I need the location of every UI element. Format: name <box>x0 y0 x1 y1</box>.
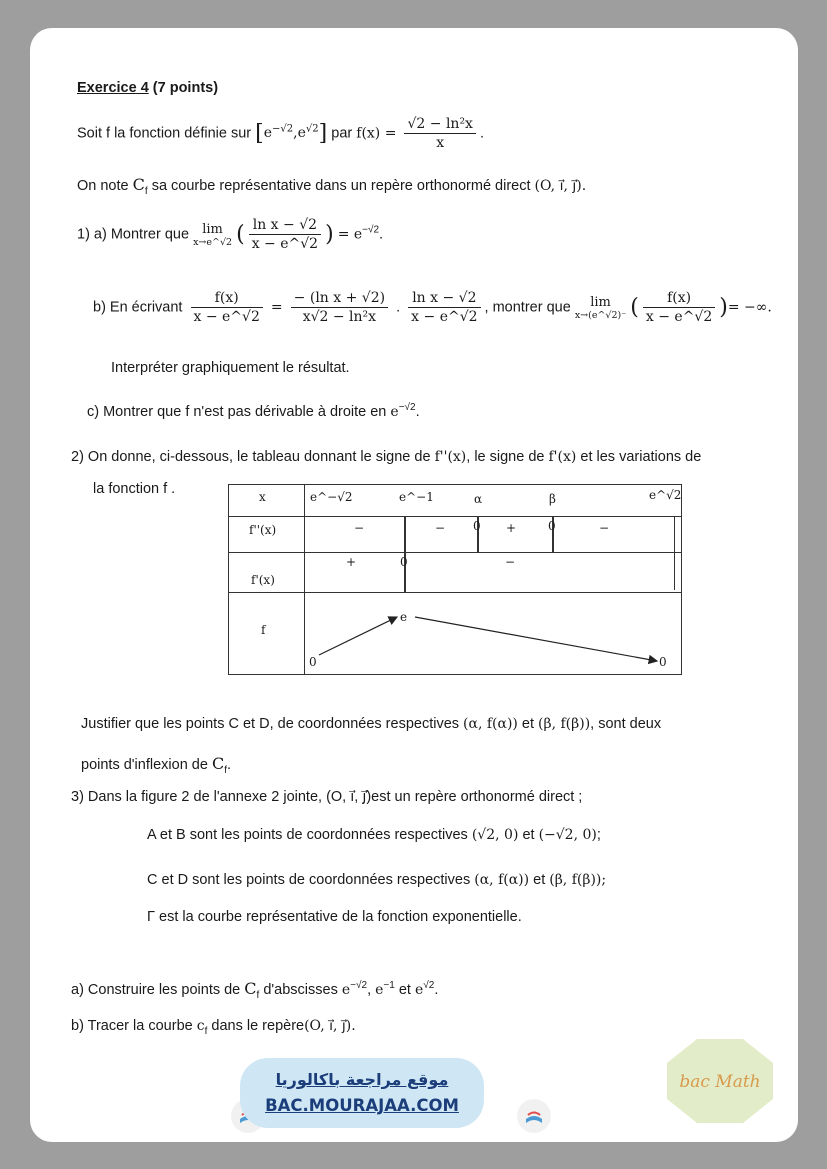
q2-text-b: , le signe de <box>466 449 545 465</box>
points-cd <box>147 872 606 888</box>
q1b-f1-num: f(x) <box>191 290 263 308</box>
q1a-label: 1) a) Montrer que <box>77 226 190 243</box>
q1c-text: c) Montrer que f n'est pas dérivable à droite en <box>87 403 387 420</box>
interval-sep: , <box>293 125 298 142</box>
ab-and: et <box>522 827 535 843</box>
sign: + <box>506 521 517 535</box>
q3a-text2: d'abscisses <box>263 982 338 998</box>
q1b-limit <box>575 295 626 321</box>
q3a-v3-exp: √2 <box>423 980 435 992</box>
x-value: e^√2 <box>649 488 682 502</box>
increasing-arrow-icon <box>319 617 397 655</box>
f-value: 0 <box>309 655 317 669</box>
q1b-f4-den: x − e^√2 <box>645 309 713 325</box>
q1a-den: x − e^√2 <box>251 236 319 252</box>
sign-zero: 0 <box>548 519 556 533</box>
q1a-fraction <box>249 217 321 252</box>
q2-text-a: 2) On donne, ci-dessous, le tableau donnant le signe de <box>71 449 431 465</box>
q1b-label: b) En écrivant <box>93 299 183 316</box>
q1b-frac3 <box>408 290 480 325</box>
paren-left-icon: ( <box>630 295 639 320</box>
sign-zero: 0 <box>400 555 408 569</box>
intro-par: par <box>331 125 353 142</box>
bracket-right-icon: ] <box>318 121 328 146</box>
q1b-frac4 <box>643 290 715 325</box>
curve-note-text1: On note <box>77 178 129 194</box>
q1b-interpretation: Interpréter graphiquement le résultat. <box>111 360 350 376</box>
x-value: α <box>474 492 483 506</box>
q1b-frac1 <box>191 290 263 325</box>
cf-sub: f <box>144 185 148 197</box>
q1b-dot: . <box>396 299 401 316</box>
q3a-text: a) Construire les points de <box>71 982 241 998</box>
coord-c: (α, f(α)) <box>463 716 518 732</box>
ab-text: A et B sont les points de coordonnées respectives <box>147 827 468 843</box>
cd-and: et <box>533 872 546 888</box>
cf-sub: f <box>224 764 227 776</box>
sign: − <box>354 521 365 535</box>
interval-left-exp: −√2 <box>272 123 294 135</box>
coord-d: (β, f(β)); <box>549 872 607 888</box>
site-url-link[interactable]: BAC.MOURAJAA.COM <box>265 1096 459 1115</box>
exercise-title <box>77 80 218 96</box>
question-1b <box>93 290 772 325</box>
cf-symbol: C <box>244 979 257 998</box>
q1b-frac2 <box>291 290 388 325</box>
logo-text: bac Math <box>679 1072 761 1092</box>
q3b-frame: (O, i⃗, j⃗). <box>304 1018 356 1034</box>
question-3: 3) Dans la figure 2 de l'annexe 2 jointe, (O, i⃗, j⃗)est un repère orthonormé direct ; <box>71 789 583 805</box>
cf-sub: f <box>204 1025 208 1037</box>
q3a-v2-exp: −1 <box>383 980 395 992</box>
q1b-f2-num: − (ln x + √2) <box>291 290 388 308</box>
fx-fraction <box>404 116 475 151</box>
q1b-f3-num: ln x − √2 <box>408 290 480 308</box>
q1a-result: = e <box>337 226 363 243</box>
question-3a <box>71 979 438 1001</box>
sign: + <box>346 555 357 569</box>
q1b-result: = −∞. <box>727 299 772 316</box>
cd-text: C et D sont les points de coordonnées respectives <box>147 872 471 888</box>
q3a-comma: , <box>367 982 372 998</box>
coord-c: (α, f(α)) <box>474 872 530 888</box>
q1a-result-exp: −√2 <box>362 224 380 236</box>
exam-page <box>30 28 798 1142</box>
q3a-v1: e <box>341 982 351 998</box>
q1c-end: . <box>415 403 420 420</box>
sign: − <box>505 555 516 569</box>
cf-symbol: c <box>196 1018 205 1034</box>
x-value: e^−√2 <box>310 490 353 504</box>
frame-notation: (O, i⃗, j⃗). <box>534 178 587 194</box>
q1b-text: , montrer que <box>484 299 571 316</box>
justify-end: . <box>226 757 232 773</box>
fx-numerator: √2 − ln²x <box>404 116 475 134</box>
question-2 <box>71 449 701 465</box>
q1b-f2-den: x√2 − ln²x <box>302 309 377 325</box>
interval-right: e <box>297 125 306 142</box>
q1b-f3-den: x − e^√2 <box>411 309 478 325</box>
q3b-text: b) Tracer la courbe <box>71 1018 193 1034</box>
sign-zero: 0 <box>473 519 481 533</box>
row-label-fpp: f''(x) <box>249 523 277 537</box>
q3a-and: et <box>398 982 411 998</box>
decreasing-arrow-icon <box>415 617 657 661</box>
q2-line2: la fonction f . <box>93 481 176 497</box>
q1c-base: e <box>390 403 399 420</box>
justify-line2: points d'inflexion de <box>81 757 208 773</box>
site-banner[interactable] <box>240 1058 484 1128</box>
row-label-f: f <box>261 623 266 637</box>
sign: − <box>599 521 610 535</box>
cf-symbol: C <box>211 754 225 773</box>
justify-text: Justifier que les points C et D, de coordonnées respectives <box>81 716 460 732</box>
paren-right-icon: ) <box>325 222 334 247</box>
fx-label: f(x) = <box>356 125 397 142</box>
coord-b: (−√2, 0) <box>538 827 597 843</box>
sign: − <box>435 521 446 535</box>
curve-note <box>77 175 586 197</box>
justify-text2: , sont deux <box>590 716 662 732</box>
question-3b <box>71 1018 356 1037</box>
q1c-exp: −√2 <box>398 402 416 413</box>
row-label-x: x <box>259 490 266 504</box>
cf-symbol: C <box>132 175 145 194</box>
interval-right-exp: √2 <box>305 123 319 135</box>
variation-table <box>228 484 682 675</box>
q3a-end: . <box>434 982 439 998</box>
q2-justify-line2 <box>81 754 231 776</box>
interval <box>264 125 319 141</box>
exercise-points: (7 points) <box>152 80 219 96</box>
fx-denominator: x <box>436 135 445 151</box>
q3b-text2: dans le repère <box>211 1018 305 1034</box>
intro-dot: . <box>479 125 484 142</box>
coord-d: (β, f(β)) <box>538 716 591 732</box>
bac-math-logo <box>667 1039 773 1123</box>
q1b-lim-under: x→(e^√2)⁻ <box>574 309 627 321</box>
coord-a: (√2, 0) <box>471 827 519 843</box>
f-value: e <box>400 610 408 624</box>
question-1c <box>87 402 420 420</box>
paren-left-icon: ( <box>236 222 245 247</box>
paren-right-icon: ) <box>719 295 728 320</box>
variation-arrows <box>229 485 683 676</box>
q1a-lim-under: x→e^√2 <box>193 236 233 248</box>
q1b-f1-den: x − e^√2 <box>193 309 260 325</box>
gamma-definition: Γ est la courbe représentative de la fonction exponentielle. <box>147 909 522 925</box>
q2-fp: f'(x) <box>548 449 577 465</box>
q1a-lim: lim <box>202 221 223 237</box>
book-icon <box>517 1099 551 1133</box>
interval-left: e <box>263 125 273 142</box>
cf-sub: f <box>256 989 260 1001</box>
q1b-lim: lim <box>590 294 611 310</box>
q1a-limit <box>193 222 232 248</box>
q2-justify <box>81 716 661 732</box>
question-1a <box>77 217 383 252</box>
bracket-left-icon: [ <box>255 121 264 146</box>
q2-text-c: et les variations de <box>580 449 702 465</box>
exercise-number: Exercice 4 <box>77 80 149 96</box>
right-badge-icon <box>517 1099 551 1133</box>
curve-note-text2: sa courbe représentative dans un repère orthonormé direct <box>151 178 531 194</box>
q2-fpp: f''(x) <box>434 449 467 465</box>
function-definition <box>77 116 484 151</box>
x-value: e^−1 <box>399 490 434 504</box>
ab-end: ; <box>596 827 601 843</box>
q1a-end: . <box>379 226 384 243</box>
row-label-fp: f'(x) <box>251 573 275 587</box>
justify-and: et <box>521 716 535 732</box>
q3a-v2: e <box>375 982 384 998</box>
x-value: β <box>549 492 556 506</box>
q1b-f4-num: f(x) <box>643 290 715 308</box>
q1b-eq: = <box>270 299 283 316</box>
intro-text: Soit f la fonction définie sur <box>77 125 252 142</box>
q1a-num: ln x − √2 <box>249 217 321 235</box>
points-ab <box>147 827 601 843</box>
q3a-v3: e <box>414 982 424 998</box>
q3a-v1-exp: −√2 <box>350 980 368 992</box>
f-value: 0 <box>659 655 667 669</box>
site-arabic-name[interactable]: موقع مراجعة باكالوريا <box>275 1070 449 1089</box>
